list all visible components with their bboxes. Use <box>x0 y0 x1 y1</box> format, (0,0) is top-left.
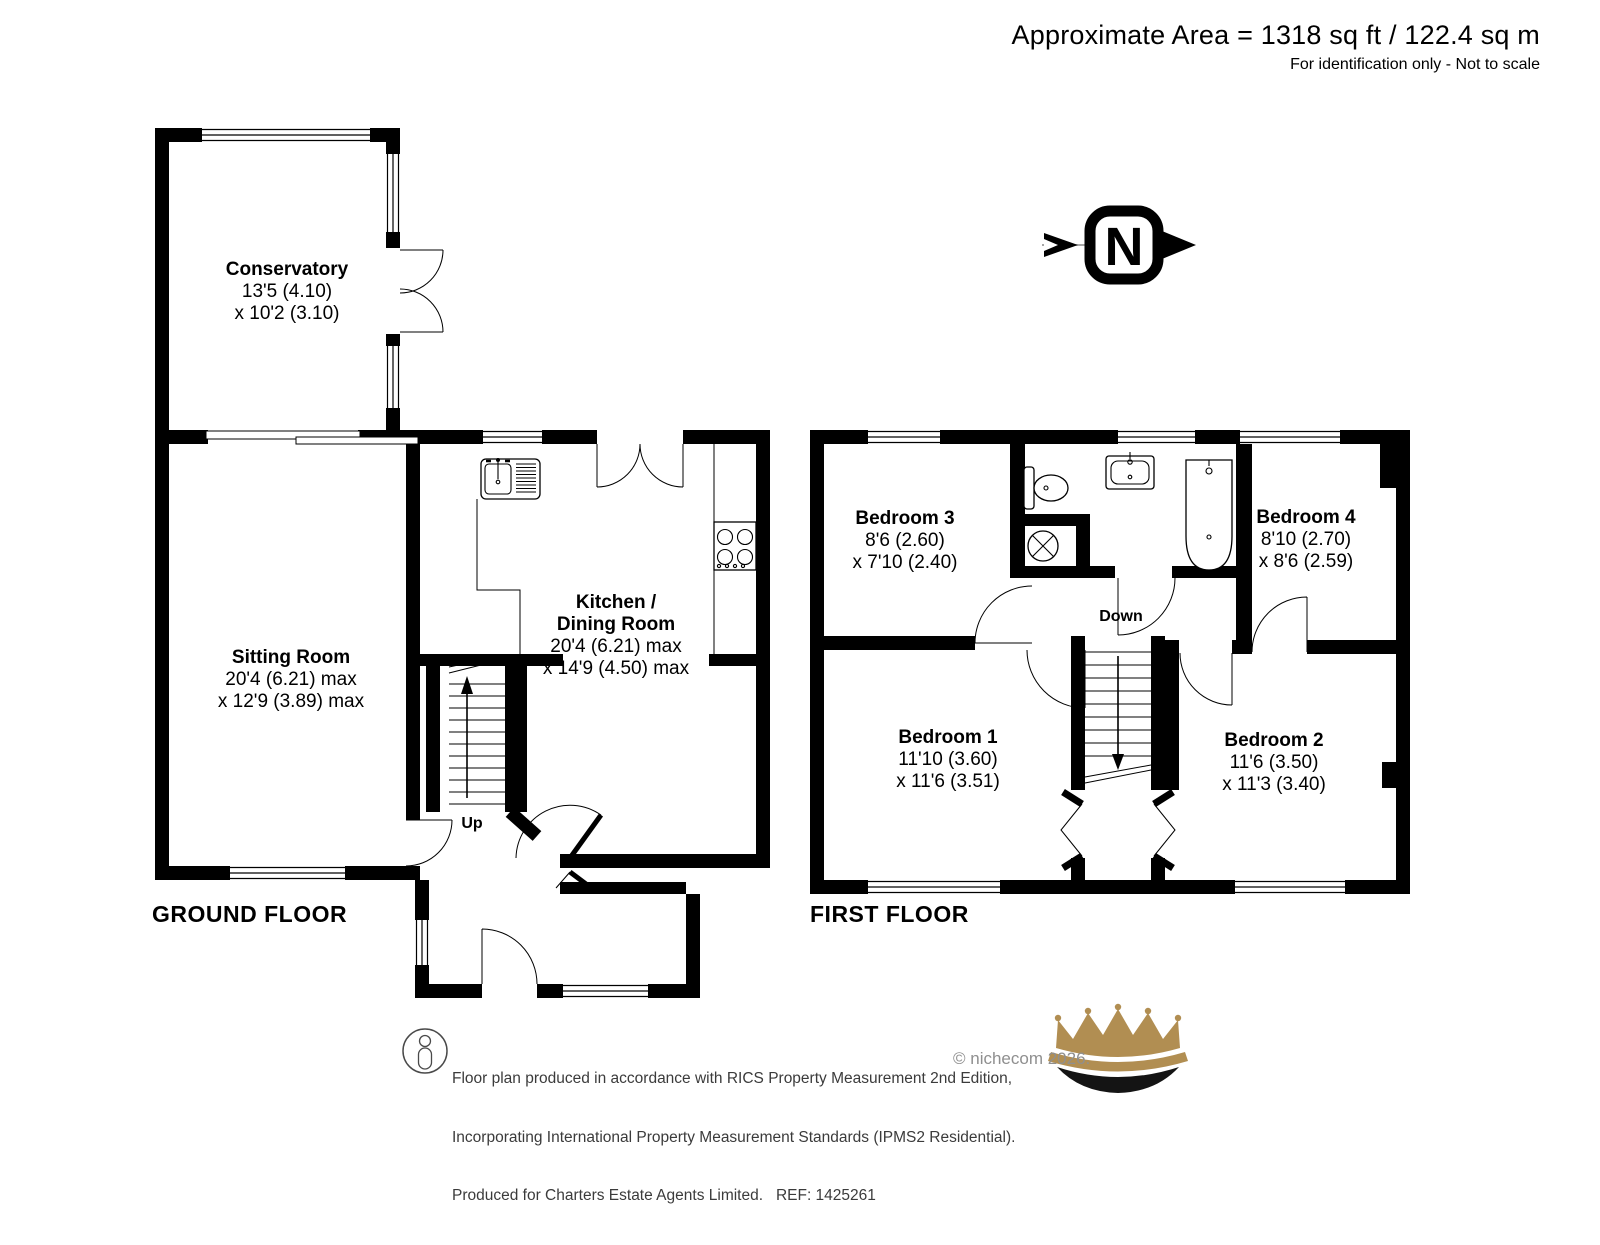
toilet-icon <box>1024 467 1068 509</box>
sink-icon <box>481 458 540 499</box>
approximate-area-text: Approximate Area = 1318 sq ft / 122.4 sq m <box>1011 20 1540 50</box>
first-floor-plan <box>810 430 1410 894</box>
hob-icon <box>714 522 756 570</box>
basin-icon <box>1106 452 1154 489</box>
room-label-sitting-room: Sitting Room 20'4 (6.21) max x 12'9 (3.89) max <box>217 647 365 712</box>
person-icon <box>403 1029 447 1073</box>
room-label-bedroom-1: Bedroom 1 11'10 (3.60) x 11'6 (3.51) <box>896 727 1000 792</box>
first-walls <box>810 430 1410 894</box>
stairs-up <box>449 655 505 804</box>
room-label-kitchen-dining: Kitchen / Dining Room 20'4 (6.21) max x 14'9 (4.50) max <box>542 592 690 679</box>
copyright-text: © nichecom 2026. <box>953 1049 1091 1068</box>
cylinder-icon <box>1028 531 1058 561</box>
room-label-bedroom-3: Bedroom 3 8'6 (2.60) x 7'10 (2.40) <box>852 508 958 573</box>
stairs-down-label: Down <box>1099 608 1143 625</box>
first-doors <box>975 578 1307 708</box>
bath-icon <box>1186 460 1232 570</box>
compass-north-letter: N <box>1104 217 1144 277</box>
stairs-up-label: Up <box>461 815 483 832</box>
room-label-bedroom-2: Bedroom 2 11'6 (3.50) x 11'3 (3.40) <box>1222 730 1326 795</box>
stairs-down <box>1085 652 1151 783</box>
disclaimer-text: For identification only - Not to scale <box>1290 56 1540 73</box>
room-label-bedroom-4: Bedroom 4 8'10 (2.70) x 8'6 (2.59) <box>1256 507 1356 572</box>
compass-arrow-right <box>1162 231 1196 259</box>
first-floor-label: FIRST FLOOR <box>810 901 969 927</box>
room-label-conservatory: Conservatory 13'5 (4.10) x 10'2 (3.10) <box>225 259 349 324</box>
ground-floor-label: GROUND FLOOR <box>152 901 348 927</box>
wardrobe-doors-bed1 <box>1061 792 1082 868</box>
wardrobe-doors-bed2 <box>1154 792 1175 868</box>
first-windows <box>868 430 1345 894</box>
footer-disclaimer: Floor plan produced in accordance with RICS Property Measurement 2nd Edition, Incorporating International Property Measurement Standards (IPMS2 Residential). Produced for Charters Estate Agents Limited. REF: 1425261 <box>452 1070 1016 1204</box>
